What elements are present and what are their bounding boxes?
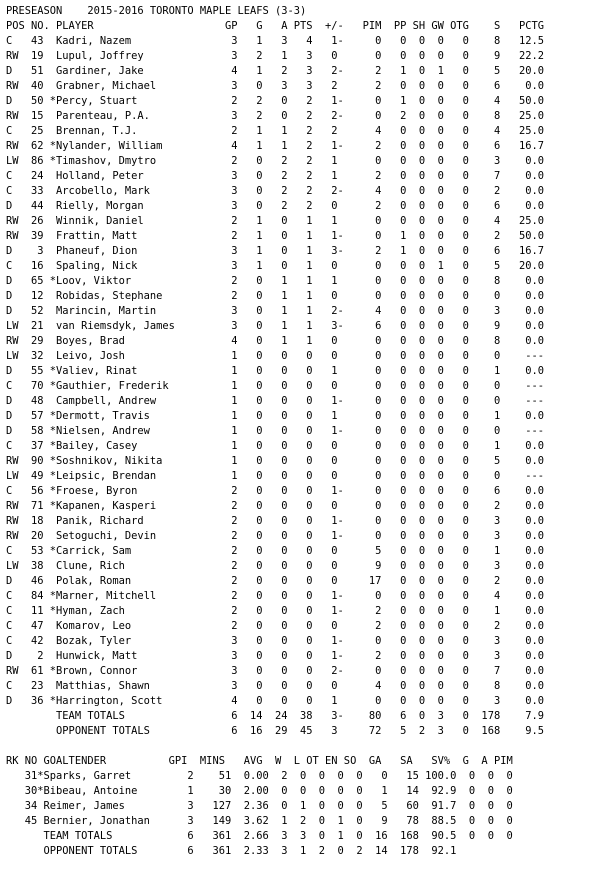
skater-row: C 42 Bozak, Tyler 3 0 0 0 1- 0 0 0 0 0 3 0.0	[6, 635, 544, 647]
skater-row: D 46 Polak, Roman 2 0 0 0 0 17 0 0 0 0 2 0.0	[6, 575, 544, 587]
goalie-totals-row: OPPONENT TOTALS 6 361 2.33 3 1 2 0 2 14 178 92.1	[6, 845, 457, 857]
skaters-column-header: POS NO. PLAYER GP G A PTS +/- PIM PP SH GW OTG S PCTG	[6, 20, 544, 32]
skater-row: LW 86 *Timashov, Dmytro 2 0 2 2 1 0 0 0 0 0 3 0.0	[6, 155, 544, 167]
goalie-row: 31*Sparks, Garret 2 51 0.00 2 0 0 0 0 0 15 100.0 0 0 0	[6, 770, 513, 782]
skater-row: LW 38 Clune, Rich 2 0 0 0 0 9 0 0 0 0 3 0.0	[6, 560, 544, 572]
report-title: PRESEASON 2015-2016 TORONTO MAPLE LEAFS (3-3)	[6, 5, 307, 17]
skater-row: D 2 Hunwick, Matt 3 0 0 0 1- 2 0 0 0 0 3 0.0	[6, 650, 544, 662]
skater-row: C 84 *Marner, Mitchell 2 0 0 0 1- 0 0 0 0 0 4 0.0	[6, 590, 544, 602]
skater-row: RW 15 Parenteau, P.A. 3 2 0 2 2- 0 2 0 0 0 8 25.0	[6, 110, 544, 122]
skater-row: D 12 Robidas, Stephane 2 0 1 1 0 0 0 0 0 0 0 0.0	[6, 290, 544, 302]
skater-row: C 33 Arcobello, Mark 3 0 2 2 2- 4 0 0 0 0 2 0.0	[6, 185, 544, 197]
skater-row: C 37 *Bailey, Casey 1 0 0 0 0 0 0 0 0 0 1 0.0	[6, 440, 544, 452]
skater-row: LW 32 Leivo, Josh 1 0 0 0 0 0 0 0 0 0 0 ---	[6, 350, 544, 362]
goalie-totals-row: TEAM TOTALS 6 361 2.66 3 3 0 1 0 16 168 90.5 0 0 0	[6, 830, 513, 842]
section-spacer	[6, 739, 597, 754]
skater-row: C 11 *Hyman, Zach 2 0 0 0 1- 2 0 0 0 0 1 0.0	[6, 605, 544, 617]
goalie-totals	[6, 829, 597, 859]
skater-row: C 23 Matthias, Shawn 3 0 0 0 0 4 0 0 0 0 8 0.0	[6, 680, 544, 692]
skater-row: RW 39 Frattin, Matt 2 1 0 1 1- 0 1 0 0 0 2 50.0	[6, 230, 544, 242]
skater-totals-row: TEAM TOTALS 6 14 24 38 3- 80 6 0 3 0 178 7.9	[6, 710, 544, 722]
skater-row: RW 90 *Soshnikov, Nikita 1 0 0 0 0 0 0 0 0 0 5 0.0	[6, 455, 544, 467]
skater-row: LW 49 *Leipsic, Brendan 1 0 0 0 0 0 0 0 0 0 0 ---	[6, 470, 544, 482]
skater-totals	[6, 709, 597, 739]
goalie-row: 45 Bernier, Jonathan 3 149 3.62 1 2 0 1 0 9 78 88.5 0 0 0	[6, 815, 513, 827]
skaters-table	[6, 34, 597, 709]
skater-row: D 55 *Valiev, Rinat 1 0 0 0 1 0 0 0 0 0 1 0.0	[6, 365, 544, 377]
skater-row: C 47 Komarov, Leo 2 0 0 0 0 2 0 0 0 0 2 0.0	[6, 620, 544, 632]
skater-row: RW 20 Setoguchi, Devin 2 0 0 0 1- 0 0 0 0 0 3 0.0	[6, 530, 544, 542]
skater-row: RW 61 *Brown, Connor 3 0 0 0 2- 0 0 0 0 0 7 0.0	[6, 665, 544, 677]
skater-row: D 50 *Percy, Stuart 2 2 0 2 1- 0 1 0 0 0 4 50.0	[6, 95, 544, 107]
skater-row: D 51 Gardiner, Jake 4 1 2 3 2- 2 1 0 1 0 5 20.0	[6, 65, 544, 77]
skater-row: LW 21 van Riemsdyk, James 3 0 1 1 3- 6 0 0 0 0 9 0.0	[6, 320, 544, 332]
skater-row: RW 62 *Nylander, William 4 1 1 2 1- 2 0 0 0 0 6 16.7	[6, 140, 544, 152]
skater-row: C 43 Kadri, Nazem 3 1 3 4 1- 0 0 0 0 0 8 12.5	[6, 35, 544, 47]
skater-row: D 3 Phaneuf, Dion 3 1 0 1 3- 2 1 0 0 0 6 16.7	[6, 245, 544, 257]
goalies-column-header: RK NO GOALTENDER GPI MINS AVG W L OT EN SO GA SA SV% G A PIM	[6, 755, 513, 767]
skater-row: D 44 Rielly, Morgan 3 0 2 2 0 2 0 0 0 0 6 0.0	[6, 200, 544, 212]
skater-row: C 56 *Froese, Byron 2 0 0 0 1- 0 0 0 0 0 6 0.0	[6, 485, 544, 497]
skater-row: D 57 *Dermott, Travis 1 0 0 0 1 0 0 0 0 0 1 0.0	[6, 410, 544, 422]
skater-row: C 70 *Gauthier, Frederik 1 0 0 0 0 0 0 0 0 0 0 ---	[6, 380, 544, 392]
skater-row: D 65 *Loov, Viktor 2 0 1 1 1 0 0 0 0 0 8 0.0	[6, 275, 544, 287]
skater-row: C 53 *Carrick, Sam 2 0 0 0 0 5 0 0 0 0 1 0.0	[6, 545, 544, 557]
goalie-row: 34 Reimer, James 3 127 2.36 0 1 0 0 0 5 60 91.7 0 0 0	[6, 800, 513, 812]
skater-row: D 52 Marincin, Martin 3 0 1 1 2- 4 0 0 0 0 3 0.0	[6, 305, 544, 317]
skater-row: D 58 *Nielsen, Andrew 1 0 0 0 1- 0 0 0 0 0 0 ---	[6, 425, 544, 437]
skater-row: RW 29 Boyes, Brad 4 0 1 1 0 0 0 0 0 0 8 0.0	[6, 335, 544, 347]
goalie-row: 30*Bibeau, Antoine 1 30 2.00 0 0 0 0 0 1 14 92.9 0 0 0	[6, 785, 513, 797]
goalies-table	[6, 769, 597, 829]
skater-row: RW 40 Grabner, Michael 3 0 3 3 2 2 0 0 0 0 6 0.0	[6, 80, 544, 92]
skater-row: C 16 Spaling, Nick 3 1 0 1 0 0 0 0 1 0 5 20.0	[6, 260, 544, 272]
skater-row: C 24 Holland, Peter 3 0 2 2 1 2 0 0 0 0 7 0.0	[6, 170, 544, 182]
skater-row: C 25 Brennan, T.J. 2 1 1 2 2 4 0 0 0 0 4 25.0	[6, 125, 544, 137]
skater-row: D 36 *Harrington, Scott 4 0 0 0 1 0 0 0 0 0 3 0.0	[6, 695, 544, 707]
skater-row: D 48 Campbell, Andrew 1 0 0 0 1- 0 0 0 0 0 0 ---	[6, 395, 544, 407]
skater-row: RW 71 *Kapanen, Kasperi 2 0 0 0 0 0 0 0 0 0 2 0.0	[6, 500, 544, 512]
skater-row: RW 26 Winnik, Daniel 2 1 0 1 1 0 0 0 0 0 4 25.0	[6, 215, 544, 227]
skater-row: RW 18 Panik, Richard 2 0 0 0 1- 0 0 0 0 0 3 0.0	[6, 515, 544, 527]
skater-row: RW 19 Lupul, Joffrey 3 2 1 3 0 0 0 0 0 0 9 22.2	[6, 50, 544, 62]
skater-totals-row: OPPONENT TOTALS 6 16 29 45 3 72 5 2 3 0 168 9.5	[6, 725, 544, 737]
